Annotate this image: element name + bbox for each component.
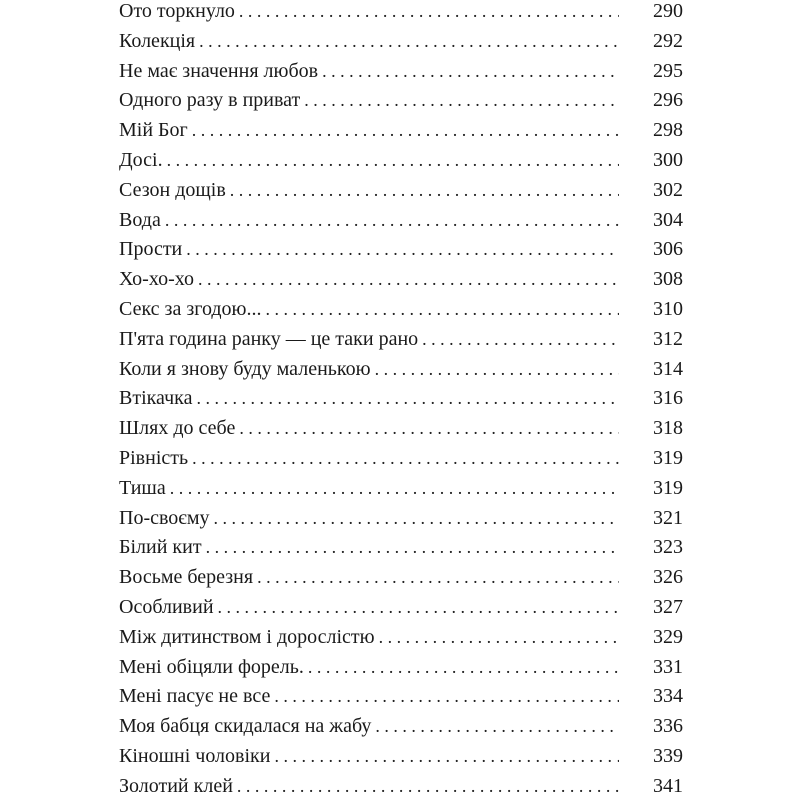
dot-leader (230, 176, 619, 206)
toc-entry-title: Тиша (119, 476, 166, 499)
toc-entry-title: Хо-хо-хо (119, 268, 194, 291)
toc-entry (119, 444, 683, 474)
toc-entry-title: Моя бабця скидалася на жабу (119, 715, 372, 738)
toc-entry-page-number: 339 (653, 744, 683, 767)
toc-entry-title: Вода (119, 208, 161, 231)
dot-leader (379, 623, 619, 653)
toc-entry-page-number: 300 (653, 148, 683, 171)
dot-leader (196, 384, 619, 414)
dot-leader (375, 712, 619, 742)
toc-entry-title: Одного разу в приват (119, 89, 301, 112)
toc-entry-page-number: 310 (653, 297, 683, 320)
toc-entry-title: Коли я знову буду маленькою (119, 357, 371, 380)
dot-leader (257, 563, 619, 593)
toc-entry-page-number: 316 (653, 387, 683, 410)
toc-entry-page-number: 306 (653, 238, 683, 261)
toc-entry-title: Втікачка (119, 387, 193, 410)
dot-leader (322, 57, 619, 87)
toc-entry-title: Сезон дощів (119, 178, 226, 201)
toc-entry (119, 265, 683, 295)
toc-entry-title: Рівність (119, 446, 189, 469)
toc-entry (119, 206, 683, 236)
toc-entry (119, 146, 683, 176)
toc-entry-page-number: 319 (653, 446, 683, 469)
dot-leader (167, 146, 619, 176)
dot-leader (199, 27, 619, 57)
toc-entry (119, 355, 683, 385)
dot-leader (192, 116, 619, 146)
toc-entry-title: Білий кит (119, 536, 202, 559)
dot-leader (214, 504, 619, 534)
toc-entry (119, 772, 683, 802)
toc-entry (119, 27, 683, 57)
toc-entry-page-number: 295 (653, 59, 683, 82)
toc-entry (119, 295, 683, 325)
toc-entry (119, 235, 683, 265)
dot-leader (265, 295, 619, 325)
toc-entry (119, 712, 683, 742)
toc-entry (119, 474, 683, 504)
toc-entry-title: Колекція (119, 29, 196, 52)
dot-leader (165, 206, 619, 236)
toc-entry-page-number: 318 (653, 417, 683, 440)
toc-entry-page-number: 302 (653, 178, 683, 201)
toc-entry (119, 593, 683, 623)
dot-leader (237, 772, 619, 802)
dot-leader (375, 355, 619, 385)
toc-entry-title: Мені пасує не все (119, 685, 271, 708)
toc-entry (119, 116, 683, 146)
toc-entry-title: Ото торкнуло (119, 0, 235, 22)
dot-leader (304, 86, 619, 116)
toc-entry-page-number: 304 (653, 208, 683, 231)
toc-entry (119, 384, 683, 414)
toc-entry-page-number: 326 (653, 566, 683, 589)
toc-entry (119, 682, 683, 712)
toc-entry-page-number: 341 (653, 774, 683, 797)
toc-entry-page-number: 290 (653, 0, 683, 22)
toc-entry (119, 742, 683, 772)
dot-leader (192, 444, 619, 474)
toc-entry-title: Між дитинством і дорослістю (119, 625, 375, 648)
toc-entry-page-number: 329 (653, 625, 683, 648)
toc-entry (119, 533, 683, 563)
toc-entry-page-number: 312 (653, 327, 683, 350)
toc-entry-page-number: 334 (653, 685, 683, 708)
toc-entry-title: Досі. (119, 148, 163, 171)
dot-leader (274, 742, 619, 772)
toc-entry-page-number: 298 (653, 119, 683, 142)
toc-entry-title: По-своєму (119, 506, 210, 529)
table-of-contents (119, 0, 683, 802)
toc-entry (119, 563, 683, 593)
toc-entry-title: Мій Бог (119, 119, 188, 142)
dot-leader (170, 474, 619, 504)
toc-entry-page-number: 321 (653, 506, 683, 529)
toc-entry-title: Прости (119, 238, 183, 261)
toc-entry-title: Кіношні чоловіки (119, 744, 271, 767)
dot-leader (198, 265, 619, 295)
dot-leader (186, 235, 619, 265)
toc-entry-title: Особливий (119, 595, 214, 618)
toc-entry-page-number: 327 (653, 595, 683, 618)
toc-entry (119, 86, 683, 116)
toc-entry-page-number: 308 (653, 268, 683, 291)
toc-entry-title: Восьме березня (119, 566, 254, 589)
toc-entry-title: Золотий клей (119, 774, 233, 797)
dot-leader (274, 682, 619, 712)
toc-entry-title: Секс за згодою... (119, 297, 262, 320)
toc-entry (119, 653, 683, 683)
toc-entry (119, 57, 683, 87)
dot-leader (308, 653, 619, 683)
toc-entry (119, 623, 683, 653)
toc-entry-page-number: 296 (653, 89, 683, 112)
toc-entry (119, 414, 683, 444)
toc-entry-title: Мені обіцяли форель. (119, 655, 304, 678)
dot-leader (218, 593, 619, 623)
dot-leader (239, 0, 619, 27)
toc-entry-page-number: 331 (653, 655, 683, 678)
toc-entry-page-number: 292 (653, 29, 683, 52)
toc-entry-page-number: 319 (653, 476, 683, 499)
toc-entry-page-number: 323 (653, 536, 683, 559)
toc-entry-page-number: 336 (653, 715, 683, 738)
toc-entry-page-number: 314 (653, 357, 683, 380)
toc-entry (119, 325, 683, 355)
toc-entry (119, 0, 683, 27)
toc-entry (119, 504, 683, 534)
dot-leader (239, 414, 619, 444)
toc-entry-title: Шлях до себе (119, 417, 236, 440)
toc-entry-title: П'ята година ранку — це таки рано (119, 327, 419, 350)
dot-leader (206, 533, 619, 563)
toc-entry-title: Не має значення любов (119, 59, 319, 82)
dot-leader (422, 325, 619, 355)
toc-entry (119, 176, 683, 206)
